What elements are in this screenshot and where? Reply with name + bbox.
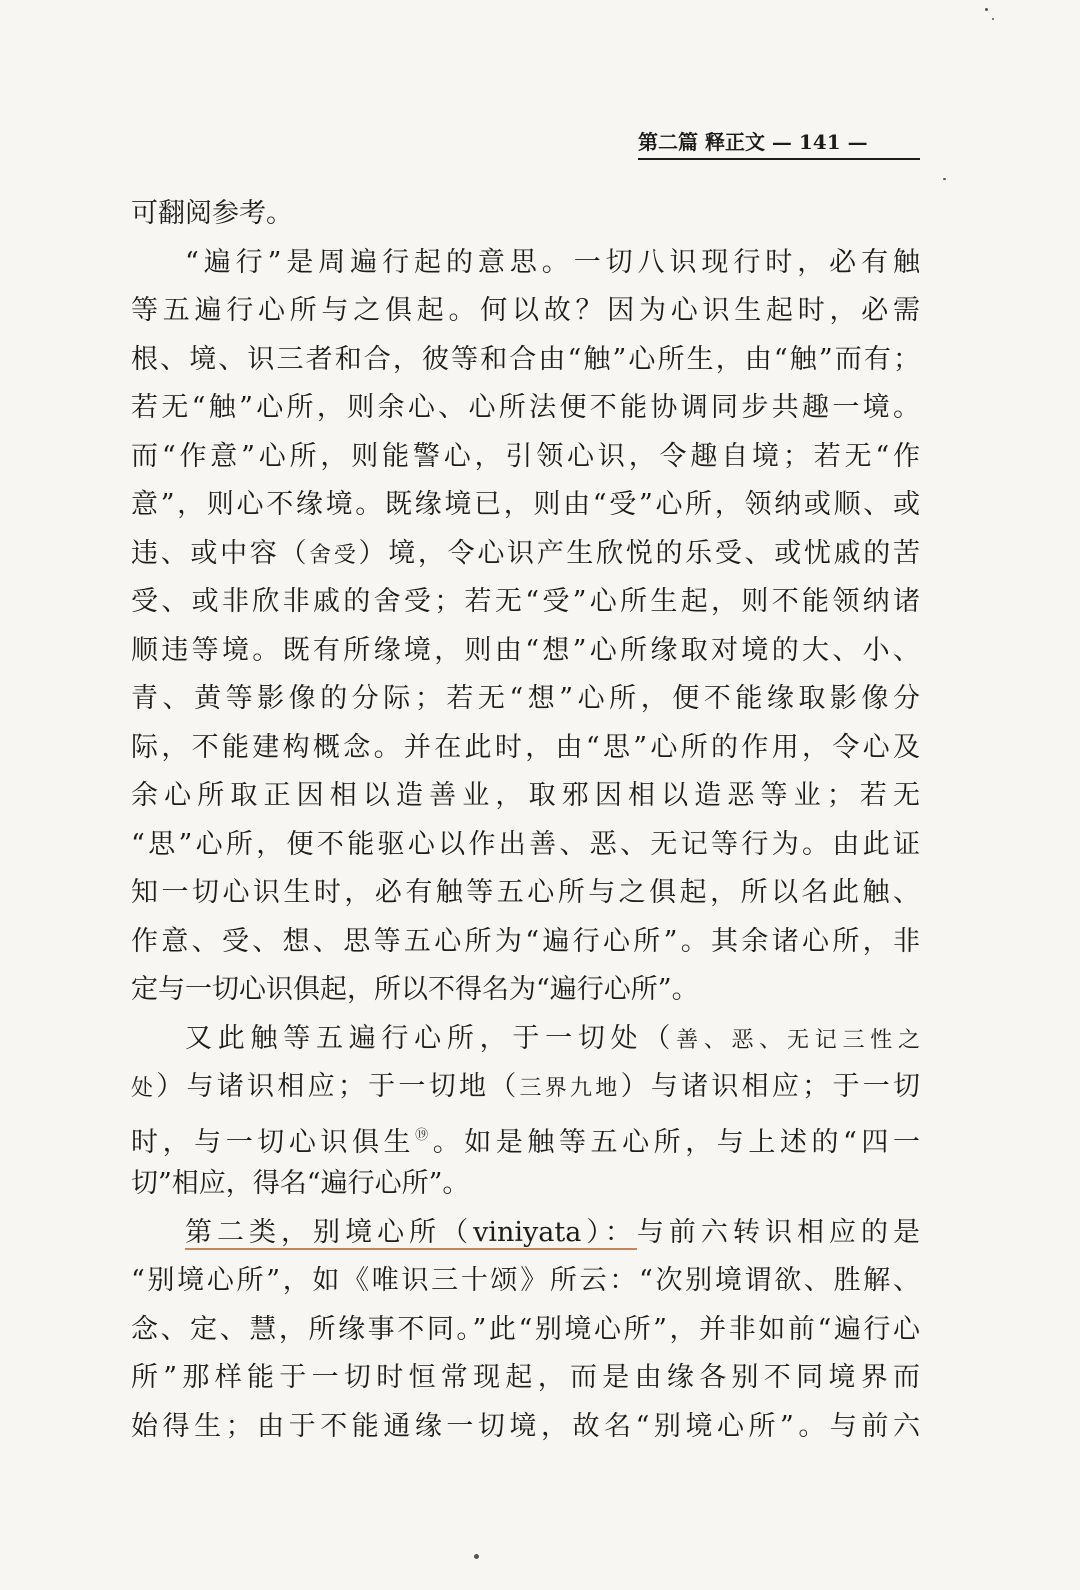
inline-note: 善、恶、无记三性之: [676, 1027, 920, 1053]
text-line: 顺违等境。既有所缘境，则由“想”心所缘取对境的大、小、: [131, 634, 920, 666]
inline-note: 舍受: [309, 542, 359, 568]
text-line: 青、黄等影像的分际；若无“想”心所，便不能缘取影像分: [131, 683, 920, 714]
text-line: “遍行”是周遍行起的意思。一切八识现行时，必有触: [185, 246, 920, 278]
text-line: 始得生；由于不能通缘一切境，故名“别境心所”。与前六: [131, 1410, 920, 1442]
text-line: 时，与一切心识俱生⑲。如是触等五心所，与上述的“四一: [131, 1126, 920, 1158]
text-line: 第二类，别境心所（viniyata）：与前六转识相应的是: [185, 1216, 921, 1248]
scan-speck: [985, 8, 988, 11]
header-rule: [638, 158, 920, 160]
text-line: “别境心所”，如《唯识三十颂》所云：“次别境谓欲、胜解、: [131, 1265, 920, 1296]
page-body: [131, 190, 920, 1451]
inline-note: 三界九地: [519, 1076, 621, 1101]
footnote-marker: ⑲: [415, 1127, 433, 1143]
text-line: 而“作意”心所，则能警心，引领心识，令趣自境；若无“作: [131, 440, 920, 472]
text-line: 念、定、慧，所缘事不同。”此“别境心所”，并非如前“遍行心: [131, 1313, 920, 1345]
scan-speck: [474, 1554, 479, 1559]
text-line: 若无“触”心所，则余心、心所法便不能协调同步共趣一境。: [131, 392, 920, 423]
scan-speck: [943, 178, 946, 180]
text-line: 等五遍行心所与之俱起。何以故？因为心识生起时，必需: [131, 295, 920, 326]
text-line: 知一切心识生时，必有触等五心所与之俱起，所以名此触、: [131, 877, 920, 908]
underlined-heading: 第二类，别境心所（viniyata）：: [185, 1216, 637, 1248]
text-line: 所”那样能于一切时恒常现起，而是由缘各别不同境界而: [131, 1362, 920, 1393]
text-line: 受、或非欣非戚的舍受；若无“受”心所生起，则不能领纳诸: [131, 586, 920, 617]
running-head: 第二篇 释正文 — 141 —: [638, 130, 868, 154]
text-line: 违、或中容（舍受）境，令心识产生欣悦的乐受、或忧戚的苦: [131, 537, 920, 569]
text-line: 意”，则心不缘境。既缘境已，则由“受”心所，领纳或顺、或: [131, 489, 920, 520]
inline-note: 处: [131, 1076, 157, 1101]
text-line: 处）与诸识相应；于一切地（三界九地）与诸识相应；于一切: [131, 1071, 920, 1102]
text-line: 余心所取正因相以造善业，取邪因相以造恶等业；若无: [131, 780, 920, 811]
text-line: 根、境、识三者和合，彼等和合由“触”心所生，由“触”而有；: [131, 343, 920, 375]
text-line: “思”心所，便不能驱心以作出善、恶、无记等行为。由此证: [131, 828, 920, 860]
text-line: 作意、受、想、思等五心所为“遍行心所”。其余诸心所，非: [131, 925, 920, 957]
text-line: 又此触等五遍行心所，于一切处（善、恶、无记三性之: [185, 1022, 920, 1054]
text-line: 可翻阅参考。: [131, 198, 293, 229]
text-line: 切”相应，得名“遍行心所”。: [131, 1168, 470, 1199]
text-line: 定与一切心识俱起，所以不得名为“遍行心所”。: [131, 974, 699, 1005]
text-line: 际，不能建构概念。并在此时，由“思”心所的作用，令心及: [131, 731, 920, 763]
scan-speck: [992, 18, 994, 20]
